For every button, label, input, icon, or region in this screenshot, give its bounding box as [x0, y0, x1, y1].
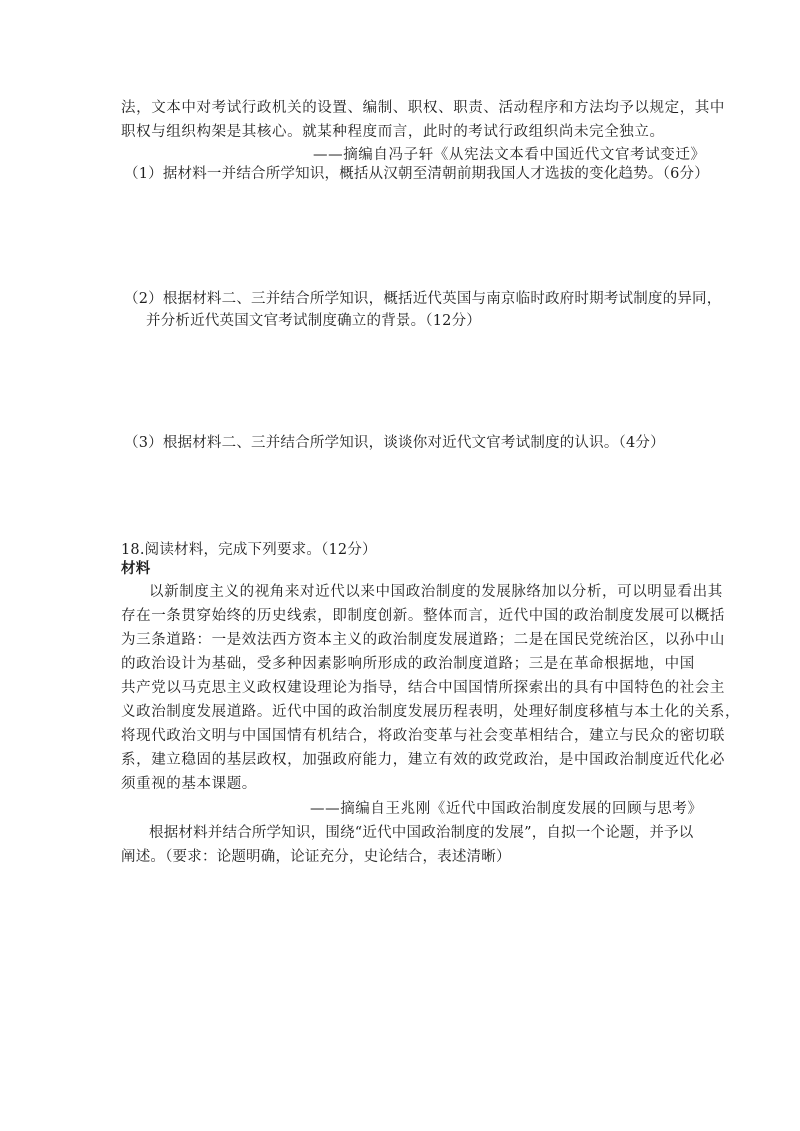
q18-material-line: 系，建立稳固的基层政权，加强政府能力，建立有效的政党政治，是中国政治制度近代化必	[121, 752, 725, 768]
q18-material-line: 须重视的基本课题。	[121, 776, 257, 792]
q18-material-line: 义政治制度发展道路。近代中国的政治制度发展历程表明，处理好制度移植与本土化的关系，	[121, 704, 741, 720]
q17-part2-line2: 并分析近代英国文官考试制度确立的背景。（12分）	[146, 313, 481, 329]
q17-part3: （3）根据材料二、三并结合所学知识，谈谈你对近代文官考试制度的认识。（4分）	[124, 435, 665, 451]
q18-material-source: ——摘编自王兆刚《近代中国政治制度发展的回顾与思考》	[310, 801, 703, 817]
q18-task-line1: 根据材料并结合所学知识，围绕“近代中国政治制度的发展”，自拟一个论题，并予以	[149, 825, 694, 841]
q18-material-line: 为三条道路：一是效法西方资本主义的政治制度发展道路；二是在国民党统治区，以孙中山	[121, 632, 725, 648]
q18-material-line: 以新制度主义的视角来对近代以来中国政治制度的发展脉络加以分析，可以明显看出其	[149, 584, 723, 600]
q18-material-line: 存在一条贯穿始终的历史线索，即制度创新。整体而言，近代中国的政治制度发展可以概括	[121, 608, 725, 624]
q18-material-line: 的政治设计为基础，受多种因素影响所形成的政治制度道路；三是在革命根据地，中国	[121, 656, 695, 672]
q17-part1: （1）据材料一并结合所学知识，概括从汉朝至清朝前期我国人才选拔的变化趋势。（6分）	[124, 166, 709, 182]
q18-material-line: 共产党以马克思主义政权建设理论为指导，结合中国国情所探索出的具有中国特色的社会主	[121, 680, 725, 696]
material3-source: ——摘编自冯子轩《从宪法文本看中国近代文官考试变迁》	[313, 147, 706, 163]
q18-material-label: 材料	[121, 560, 151, 577]
q17-part2-line1: （2）根据材料二、三并结合所学知识，概括近代英国与南京临时政府时期考试制度的异同，	[124, 291, 722, 307]
q18-task-line2: 阐述。（要求：论题明确，论证充分，史论结合，表述清晰）	[121, 849, 511, 865]
q18-header: 18.阅读材料，完成下列要求。（12分）	[121, 542, 377, 558]
material3-line-1: 法，文本中对考试行政机关的设置、编制、职权、职责、活动程序和方法均予以规定，其中	[121, 100, 725, 116]
q18-material-line: 将现代政治文明与中国国情有机结合，将政治变革与社会变革相结合，建立与民众的密切联	[121, 728, 725, 744]
material3-line-2: 职权与组织构架是其核心。就某种程度而言，此时的考试行政组织尚未完全独立。	[121, 124, 665, 140]
